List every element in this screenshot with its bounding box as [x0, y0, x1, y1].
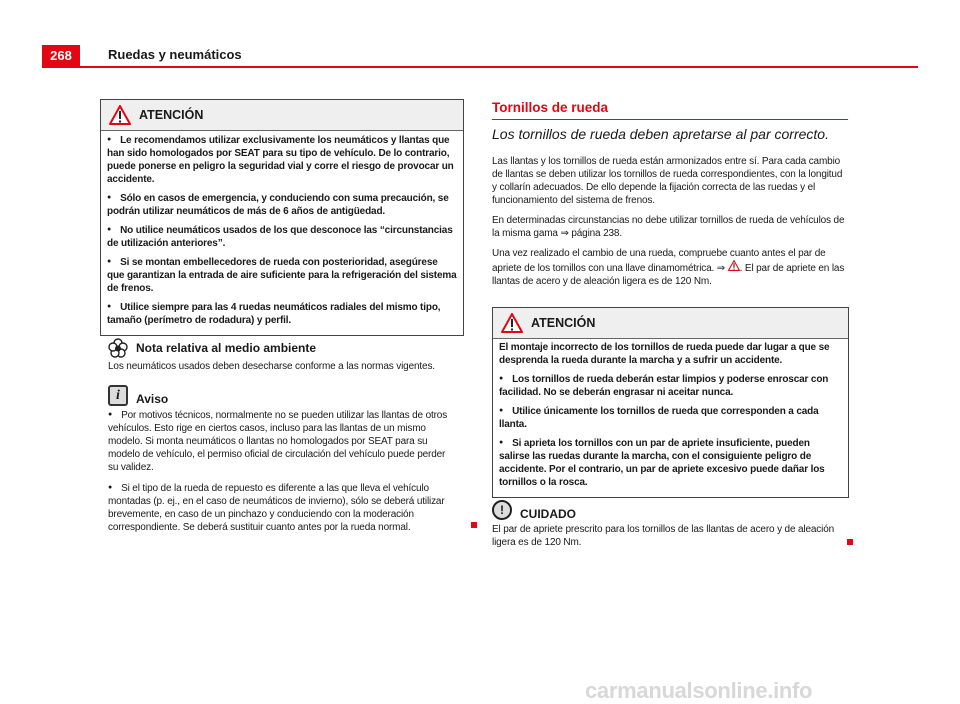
exclamation-circle-icon: !: [492, 500, 512, 520]
warning-item: ● Sólo en casos de emergencia, y conduciendo con suma precaución, se podrán utilizar neumáticos de más de 6 años de antigüedad.: [107, 191, 457, 218]
notice-item: ● Si el tipo de la rueda de repuesto es diferente a las que lleva el vehículo montadas (p. ej., en el caso de neumáticos de invierno), sólo se deberá utilizar brevemente, en caso de un pinchazo y conduciendo con la moderación correspondiente. Se deberá sustituir cuanto antes por la rueda normal.: [108, 481, 458, 534]
body-paragraph: Las llantas y los tornillos de rueda están armonizados entre sí. Para cada cambio de llantas se deben utilizar los tornillos de rueda correspondientes, con la longitud y collarín adecuados. De ello depende la fijación correcta de las ruedas y el funcionamiento del sistema de frenos.: [492, 156, 843, 206]
notice-item: ● Por motivos técnicos, normalmente no se pueden utilizar las llantas de otros vehículos. Esto rige en ciertos casos, incluso para las llantas de un mismo modelo. Si monta neumáticos o llantas no homologados por SEAT para su modelo de vehículo, el permiso oficial de circulación del vehículo puede perder su validez.: [108, 408, 458, 474]
warning-triangle-icon: [109, 105, 131, 125]
warning-item: ● No utilice neumáticos usados de los que desconoce las “circunstancias de utilización anteriores”.: [107, 223, 457, 250]
watermark: carmanualsonline.info: [585, 678, 813, 703]
caution-title: CUIDADO: [520, 507, 576, 521]
warning-intro: El montaje incorrecto de los tornillos de rueda puede dar lugar a que se desprenda la rueda durante la marcha y a sufrir un accidente.: [499, 342, 830, 366]
warning-title: ATENCIÓN: [531, 316, 596, 330]
header-rule: [42, 66, 918, 68]
notice-title: Aviso: [136, 392, 169, 406]
environment-note: [108, 338, 464, 373]
warning-item: ● Utilice únicamente los tornillos de rueda que corresponden a cada llanta.: [499, 404, 842, 431]
section-title: Tornillos de rueda: [492, 100, 848, 120]
warning-item: ● Si se montan embellecedores de rueda con posterioridad, asegúrese que garantizan la entrada de aire suficiente para la refrigeración del sistema de frenos.: [107, 255, 457, 295]
body-text: Una vez realizado el cambio de una rueda, compruebe cuanto antes el par de apriete de los tornillos con una llave dinamométrica. ⇒: [492, 248, 826, 274]
warning-box-tyres: [100, 99, 464, 336]
environment-text: Los neumáticos usados deben desecharse conforme a las normas vigentes.: [108, 361, 435, 372]
warning-item: ● Los tornillos de rueda deberán estar limpios y poderse enroscar con facilidad. No se deberán engrasar ni aceitar nunca.: [499, 372, 842, 399]
flower-icon: [108, 338, 128, 358]
section-subtitle: Los tornillos de rueda deben apretarse al par correcto.: [492, 126, 829, 142]
warning-item: ● Le recomendamos utilizar exclusivamente los neumáticos y llantas que han sido homologados por SEAT para su tipo de vehículo. De lo contrario, puede ponerse en peligro la seguridad vial y corre el riesgo de provocar un accidente.: [107, 133, 457, 186]
section-end-marker: [847, 539, 853, 545]
body-text: . El par de apriete en las llantas de acero y de aleación ligera es de 120 Nm.: [492, 263, 845, 287]
warning-title: ATENCIÓN: [139, 108, 204, 122]
section-body: [492, 155, 848, 295]
info-icon: i: [108, 385, 128, 406]
warning-box-bolts: [492, 307, 849, 498]
environment-title: Nota relativa al medio ambiente: [136, 341, 317, 355]
body-paragraph: [492, 247, 848, 288]
warning-triangle-icon: [501, 313, 523, 333]
chapter-title: Ruedas y neumáticos: [108, 47, 242, 62]
warning-item: ● Si aprieta los tornillos con un par de apriete insuficiente, pueden salirse las ruedas durante la marcha, con el consiguiente peligro de accidente. Por el contrario, un par de apriete excesivo puede dañar los tornillos o la rosca.: [499, 436, 842, 489]
caution-section: [492, 499, 837, 549]
page-number: 268: [42, 45, 80, 67]
warning-item: ● Utilice siempre para las 4 ruedas neumáticos radiales del mismo tipo, tamaño (perímetro de rodadura) y perfil.: [107, 300, 457, 327]
notice-section: [108, 384, 458, 541]
caution-text: El par de apriete prescrito para los tornillos de las llantas de acero y de aleación ligera es de 120 Nm.: [492, 524, 835, 548]
warning-reference-icon[interactable]: [728, 260, 740, 271]
section-end-marker: [471, 522, 477, 528]
body-paragraph: En determinadas circunstancias no debe utilizar tornillos de rueda de vehículos de la misma gama ⇒ página 238.: [492, 215, 845, 239]
